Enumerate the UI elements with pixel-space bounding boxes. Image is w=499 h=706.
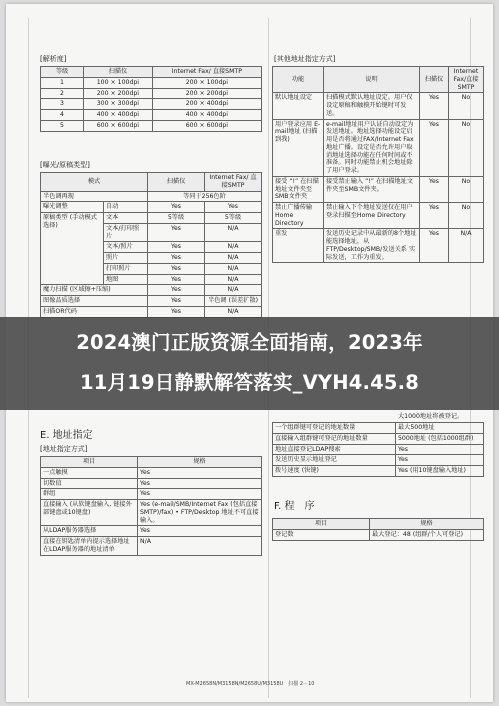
cell: Yes <box>420 93 449 119</box>
cell: 自动 <box>104 202 148 213</box>
cell: Yes <box>396 455 484 466</box>
table-row <box>273 176 484 202</box>
cell: Yes <box>138 478 262 489</box>
other-address-table <box>272 66 484 263</box>
table-row <box>41 489 262 500</box>
cell: Yes <box>138 489 262 500</box>
cell: N/A <box>205 253 262 264</box>
address-spec-table <box>40 456 262 556</box>
resolution-table <box>40 66 262 132</box>
cell: 接受 “!” 在扫描地址文件夹至SMB文件夹 <box>273 176 324 202</box>
cell: 打印照片 <box>104 263 148 274</box>
cell: Yes (e-mail/SMB/Internet Fax (包括直接SMTP)/fax) • FTP/Desktop 地址不可直接输入。 <box>138 500 262 526</box>
cell: 禁止广播传输 Home Directory <box>273 203 324 229</box>
cell: 登记数 <box>273 529 370 540</box>
cell: 200 × 100dpi <box>152 77 261 88</box>
table-row <box>41 285 262 296</box>
table-row <box>41 77 262 88</box>
cell: 300 × 300dpi <box>84 99 153 110</box>
table-row <box>41 306 262 317</box>
cell: N/A <box>205 285 262 296</box>
table-row <box>41 120 262 131</box>
headline-line-1: 2024澳门正版资源全面指南，2023年 <box>76 331 423 354</box>
cell: 5000地址 (包括1000组群) <box>396 433 484 444</box>
cell: 600 × 600dpi <box>84 120 153 131</box>
cell: 400 × 400dpi <box>84 110 153 121</box>
cell: 发送历史记录中从最新的8个地址能选择地址，从 FTP/Desktop/SMB/发送关系 实际发送，工作为重发。 <box>324 229 420 263</box>
cell: 照片 <box>104 253 148 264</box>
cell: Yes <box>420 203 449 229</box>
section-e-heading: E. 地址指定 <box>40 430 93 441</box>
cell: Yes <box>138 526 262 537</box>
address-capacity-table <box>272 422 484 477</box>
cell: 文本/照片 <box>104 242 148 253</box>
cell: Yes <box>138 467 262 478</box>
cell: 拨号速度 (快键) <box>273 466 396 477</box>
cell: 直接输入 (从软键盘输入, 链接外部键盘或10键盘) <box>41 500 138 526</box>
cell: 5 <box>41 120 84 131</box>
cell: 从LDAP服务器选择 <box>41 526 138 537</box>
headline-line-2: 11月19日静默解答落实_VYH4.45.8 <box>79 371 420 394</box>
table-row <box>41 467 262 478</box>
col-ifax: Internet Fax/直接 SMTP <box>449 67 484 93</box>
cell: Yes <box>396 444 484 455</box>
cell: 发送历史显示地址登记 <box>273 455 396 466</box>
col-item: 项目 <box>41 457 138 468</box>
table-row <box>273 455 484 466</box>
col-level: 等级 <box>41 67 84 78</box>
cell: Yes <box>148 274 205 285</box>
cell: Yes <box>420 119 449 176</box>
col-description: 说明 <box>324 67 420 93</box>
cell: 直接在钥匙清单内提示选择地址 在LDAP服务器的地址清单 <box>41 537 138 556</box>
table-row <box>41 213 262 224</box>
cell: 200 × 200dpi <box>84 88 153 99</box>
cell: 禁止输入下个地址发送仅在用户登录扫描至Home Directory <box>324 203 420 229</box>
resolution-title: [解析度] <box>40 55 67 63</box>
cell: 群组 <box>41 489 138 500</box>
cell: 5等级 <box>205 213 262 224</box>
table-row <box>273 433 484 444</box>
cell: 原稿类型 (手动模式选择) <box>41 213 104 285</box>
cell: Yes <box>205 202 262 213</box>
col-scanner: 扫描仪 <box>420 67 449 93</box>
cell: 地址直接登记LDAP搜索 <box>273 444 396 455</box>
table-row <box>41 99 262 110</box>
cell: 最大登记：48 (组群/个人可登记) <box>370 529 484 540</box>
cell: 文本/打印照片 <box>104 223 148 242</box>
cell: 切数值 <box>41 478 138 489</box>
cell: 默认地址设定 <box>273 93 324 119</box>
cell: No <box>449 93 484 119</box>
table-row <box>273 93 484 119</box>
table-row <box>273 529 484 540</box>
program-table <box>272 518 484 541</box>
col-mode: 模式 <box>41 173 148 192</box>
table-row <box>41 500 262 526</box>
cell: N/A <box>205 223 262 242</box>
headline-banner <box>0 317 499 410</box>
cell: Yes <box>148 263 205 274</box>
cell: Yes <box>420 176 449 202</box>
cell: No <box>449 119 484 176</box>
col-item: 项目 <box>273 519 370 530</box>
cell: Yes <box>148 223 205 242</box>
table-row <box>273 423 484 434</box>
col-scanner: 扫描仪 <box>148 173 205 192</box>
exposure-title: [曝光/原稿类型] <box>40 161 90 169</box>
col-scanner: 扫描仪 <box>84 67 153 78</box>
cell: 扫描模式默认地址设定。用户仅设定原稿和触摸开始键时可发送。 <box>324 93 420 119</box>
page-footer: MX-M2658N/M3158N/M2658U/M3158U 扫描 2－10 <box>186 681 315 687</box>
table-row <box>41 478 262 489</box>
cell: 半色调再现 <box>41 191 148 202</box>
table-row <box>41 88 262 99</box>
cell: Yes <box>148 202 205 213</box>
cell: 扫描OR代码 <box>41 306 148 317</box>
cell: N/A <box>449 229 484 263</box>
cell: 一个组群键可登记的地址数量 <box>273 423 396 434</box>
cell: 600 × 600dpi <box>152 120 261 131</box>
cell: Yes <box>148 285 205 296</box>
cell: 图像品质选择 <box>41 296 148 307</box>
col-function: 功能 <box>273 67 324 93</box>
col-ifax: Internet Fax/ 直接SMTP <box>152 67 261 78</box>
table-row <box>41 526 262 537</box>
cell: 一点触摸 <box>41 467 138 478</box>
cell: 200 × 200dpi <box>152 88 261 99</box>
cell: N/A <box>205 263 262 274</box>
cell: 5等级 <box>148 213 205 224</box>
cell: Yes (用10键盘输入地址) <box>396 466 484 477</box>
table-row <box>41 296 262 307</box>
exposure-table <box>40 172 262 318</box>
cell: 400 × 400dpi <box>152 110 261 121</box>
cell: 等同于256色阶 <box>148 191 262 202</box>
cell: 3 <box>41 99 84 110</box>
cell: Yes <box>148 242 205 253</box>
cell: 2 <box>41 88 84 99</box>
table-row <box>41 202 262 213</box>
cell: No <box>449 176 484 202</box>
cell: 1 <box>41 77 84 88</box>
cell: Yes <box>148 306 205 317</box>
col-ifax: Internet Fax/ 直接SMTP <box>205 173 262 192</box>
col-spec: 规格 <box>370 519 484 530</box>
cell: 魔力扫描 (区域擦+压缩) <box>41 285 148 296</box>
cell: 半色调 (误差扩散) <box>205 296 262 307</box>
cell: N/A <box>205 306 262 317</box>
col-spec: 规格 <box>138 457 262 468</box>
section-e-subtitle: [地址指定方式] <box>40 445 88 453</box>
table-row <box>41 110 262 121</box>
table-row <box>273 203 484 229</box>
other-address-title: [其他地址指定方式] <box>274 55 336 63</box>
cell: 地图 <box>104 274 148 285</box>
cell: 重发 <box>273 229 324 263</box>
cell: 4 <box>41 110 84 121</box>
table-row <box>273 119 484 176</box>
table-row <box>273 229 484 263</box>
cell: 100 × 100dpi <box>84 77 153 88</box>
cell: Yes <box>148 253 205 264</box>
cell: 200 × 400dpi <box>152 99 261 110</box>
section-f-heading: F. 程 序 <box>274 501 315 512</box>
cell: 文本 <box>104 213 148 224</box>
cell: No <box>449 203 484 229</box>
cell: 用户登录应用 E-mail地址 (扫描到我) <box>273 119 324 176</box>
table-row <box>41 191 262 202</box>
cell: e-mail地址用户认证自动设定为发送地址。地址选择功能设定启用是否将通过FAX/Internet Fax地址广播。设定是否允许用户取消地址选择功能在任何时间或不准备。同时功能禁止机会地址除了用户登录。 <box>324 119 420 176</box>
cell: Yes <box>148 296 205 307</box>
table-row <box>273 466 484 477</box>
cell: N/A <box>138 537 262 556</box>
cell: 最大500地址 <box>396 423 484 434</box>
cell: 直接输入组群键可登记的地址数量 <box>273 433 396 444</box>
cell: Yes <box>420 229 449 263</box>
cell: 曝光调整 <box>41 202 104 213</box>
cell: N/A <box>205 242 262 253</box>
cell: N/A <box>205 274 262 285</box>
partial-tail-text: 大1000地址将被登记。 <box>398 413 464 420</box>
cell: 接受禁止输入 “!” 在扫描地址文件夹至SMB文件夹。 <box>324 176 420 202</box>
table-row <box>273 444 484 455</box>
table-row <box>41 537 262 556</box>
